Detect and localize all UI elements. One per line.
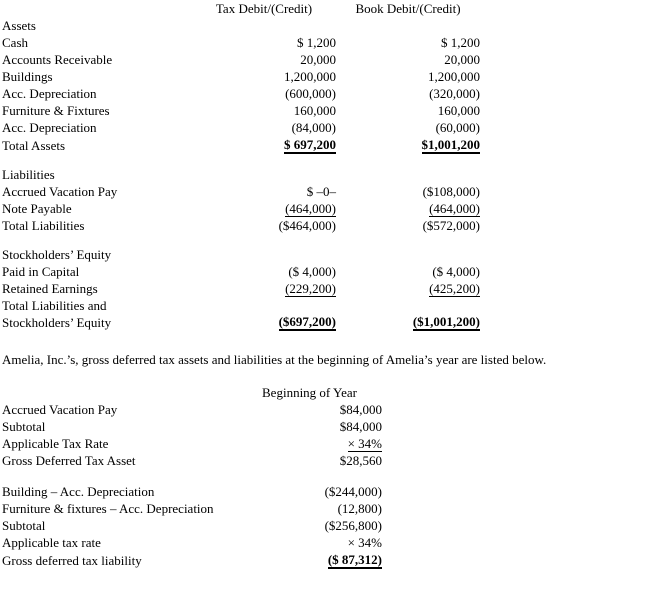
- row-value: $84,000: [339, 419, 382, 434]
- grand-total-label: [2, 297, 192, 331]
- total-row-deferred-tax-liability: [2, 551, 382, 569]
- grand-total-tax: ($697,200): [278, 314, 336, 329]
- row-label: Total Assets: [2, 138, 66, 153]
- table-row: [2, 517, 382, 534]
- row-value: (12,800): [337, 501, 382, 516]
- row-label: Applicable tax rate: [2, 535, 101, 550]
- row-label: Buildings: [2, 69, 53, 84]
- row-value: $28,560: [339, 453, 382, 468]
- section-heading-row: [2, 246, 480, 263]
- column-header-label: [2, 0, 192, 17]
- spacer: [2, 331, 661, 351]
- narrative-paragraph: Amelia, Inc.’s, gross deferred tax assets and liabilities at the beginning of Amelia’s year are listed below.: [2, 352, 547, 367]
- total-assets-tax: $ 697,200: [284, 137, 336, 152]
- note-payable-tax: (464,000): [285, 201, 336, 216]
- row-value-book: 20,000: [444, 52, 480, 67]
- row-value-book: ($ 4,000): [432, 264, 480, 279]
- row-value-book: (60,000): [435, 120, 480, 135]
- row-value-tax: $ 1,200: [297, 35, 336, 50]
- row-value-book: ($108,000): [422, 184, 480, 199]
- table-row: [2, 200, 480, 217]
- row-label: Acc. Depreciation: [2, 120, 97, 135]
- table-row: [2, 183, 480, 200]
- row-value-tax: (600,000): [285, 86, 336, 101]
- table-row: [2, 534, 382, 551]
- row-label: Gross deferred tax liability: [2, 553, 142, 568]
- gross-deferred-tax-liability-value: ($ 87,312): [327, 552, 382, 567]
- table-row: [2, 85, 480, 102]
- row-label: Gross Deferred Tax Asset: [2, 453, 136, 468]
- table-row: [2, 401, 382, 418]
- row-value-tax: 1,200,000: [284, 69, 336, 84]
- row-label: Accrued Vacation Pay: [2, 184, 118, 199]
- row-value-book: [336, 200, 480, 217]
- row-label: Total Liabilities: [2, 218, 85, 233]
- row-value: [237, 435, 382, 452]
- table-row: [2, 418, 382, 435]
- section-title-liabilities: Liabilities: [2, 167, 55, 182]
- column-header-tax: Tax Debit/(Credit): [215, 1, 313, 16]
- row-value-book: (320,000): [429, 86, 480, 101]
- balance-sheet-table: [2, 0, 480, 331]
- table-row: [2, 500, 382, 517]
- row-value-tax: $ –0–: [306, 184, 336, 199]
- retained-earnings-tax: (229,200): [285, 281, 336, 296]
- section-heading-row: [2, 166, 480, 183]
- row-value: [237, 551, 382, 569]
- row-label: Applicable Tax Rate: [2, 436, 109, 451]
- table-row: [2, 483, 382, 500]
- note-payable-book: (464,000): [429, 201, 480, 216]
- row-label: Retained Earnings: [2, 281, 98, 296]
- table-row: [2, 102, 480, 119]
- table-header-row: [2, 0, 480, 17]
- grand-total-value-book: [336, 297, 480, 331]
- row-label: Subtotal: [2, 518, 46, 533]
- table-row: [2, 51, 480, 68]
- table-row: [2, 119, 480, 136]
- row-value-tax: [192, 136, 336, 154]
- row-value-book: ($572,000): [422, 218, 480, 233]
- row-value-tax: (84,000): [291, 120, 336, 135]
- row-label: Note Payable: [2, 201, 72, 216]
- grand-total-label-line2: Stockholders’ Equity: [2, 315, 112, 330]
- row-value-tax: ($464,000): [278, 218, 336, 233]
- grand-total-value-tax: [192, 297, 336, 331]
- row-value: × 34%: [347, 535, 382, 550]
- row-value: ($256,800): [324, 518, 382, 533]
- grand-total-book: ($1,001,200): [412, 314, 480, 329]
- row-value-tax: [192, 280, 336, 297]
- row-value-book: $ 1,200: [441, 35, 480, 50]
- row-label: Furniture & fixtures – Acc. Depreciation: [2, 501, 214, 516]
- total-row-deferred-tax-asset: [2, 452, 382, 469]
- deferred-tax-liability-table: [2, 483, 382, 569]
- table-row: [2, 435, 382, 452]
- row-value-book: [336, 280, 480, 297]
- total-row-liabilities: [2, 217, 480, 234]
- row-label: Subtotal: [2, 419, 46, 434]
- grand-total-label-line1: Total Liabilities and: [2, 298, 107, 313]
- row-label: Acc. Depreciation: [2, 86, 97, 101]
- row-value-tax: [192, 200, 336, 217]
- row-label: Accrued Vacation Pay: [2, 402, 118, 417]
- spacer: [2, 368, 661, 384]
- grand-total-row: [2, 297, 480, 331]
- row-label: Furniture & Fixtures: [2, 103, 110, 118]
- row-label: Building – Acc. Depreciation: [2, 484, 155, 499]
- row-value-book: [336, 136, 480, 154]
- section-heading-row: [2, 17, 480, 34]
- section-title-stockholders-equity: Stockholders’ Equity: [2, 247, 112, 262]
- row-value-book: 1,200,000: [428, 69, 480, 84]
- table-row: [2, 34, 480, 51]
- deferred-tax-asset-table: [2, 384, 382, 469]
- column-header-blank: [2, 384, 237, 401]
- applicable-tax-rate-value: × 34%: [347, 436, 382, 451]
- row-value-tax: 160,000: [293, 103, 336, 118]
- table-row: [2, 280, 480, 297]
- row-value-tax: 20,000: [300, 52, 336, 67]
- row-spacer: [2, 234, 480, 246]
- table-row: [2, 263, 480, 280]
- table-row: [2, 68, 480, 85]
- row-spacer: [2, 154, 480, 166]
- retained-earnings-book: (425,200): [429, 281, 480, 296]
- row-value: ($244,000): [324, 484, 382, 499]
- total-assets-book: $1,001,200: [421, 137, 480, 152]
- row-value-tax: ($ 4,000): [288, 264, 336, 279]
- row-label: Cash: [2, 35, 28, 50]
- spacer: [2, 469, 661, 483]
- row-value-book: 160,000: [437, 103, 480, 118]
- total-row-assets: [2, 136, 480, 154]
- column-header-book: Book Debit/(Credit): [355, 1, 461, 16]
- column-header-beginning-of-year: Beginning of Year: [262, 385, 357, 400]
- table-header-row: [2, 384, 382, 401]
- row-label: Accounts Receivable: [2, 52, 113, 67]
- row-value: $84,000: [339, 402, 382, 417]
- row-label: Paid in Capital: [2, 264, 80, 279]
- section-title-assets: Assets: [2, 18, 36, 33]
